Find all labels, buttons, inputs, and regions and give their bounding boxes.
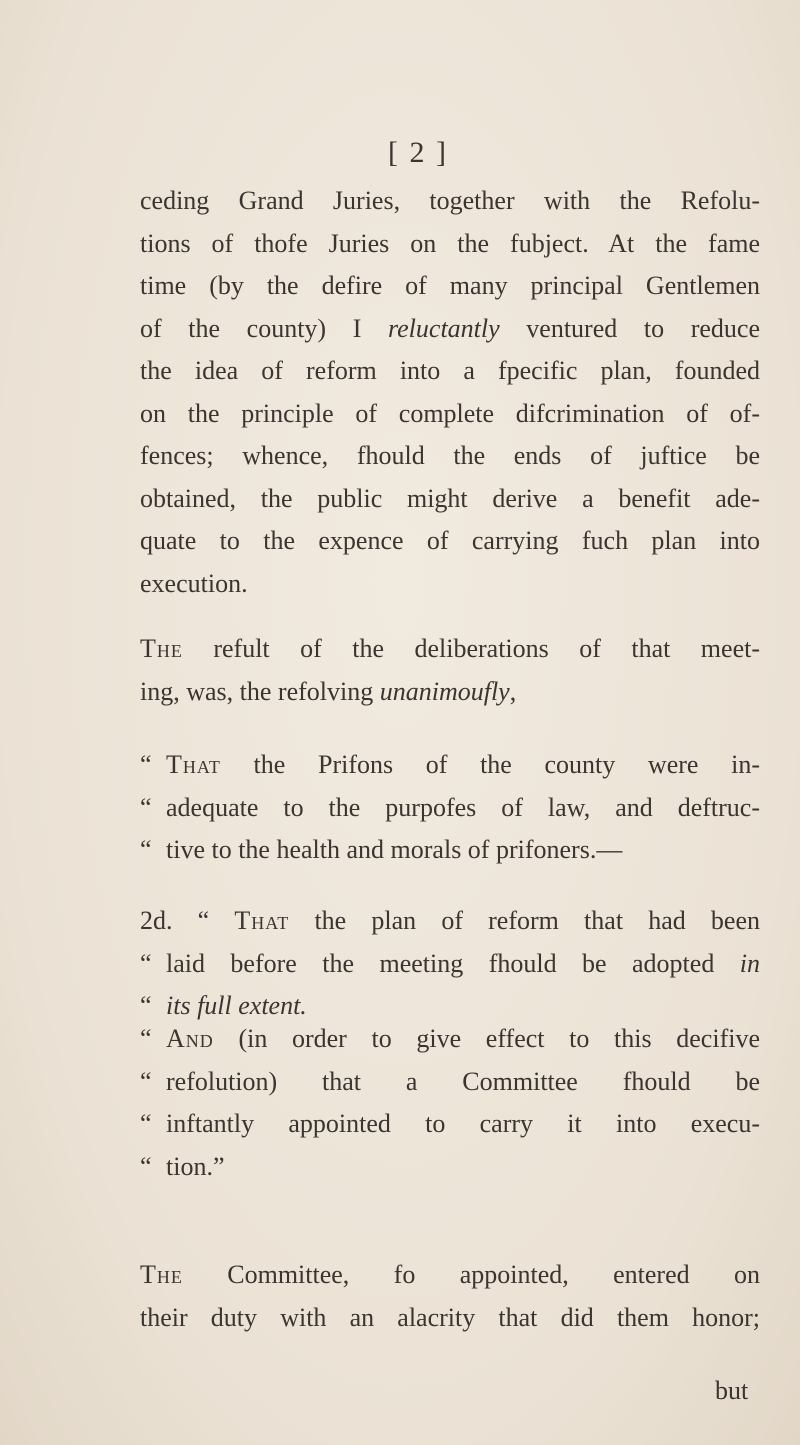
quote-mark: “ — [140, 1024, 152, 1053]
text-line — [140, 1103, 760, 1146]
quote-mark: “ — [140, 1109, 152, 1138]
text-line: the idea of reform into a fpecific plan, founded — [140, 356, 760, 385]
italic-word: in — [739, 948, 760, 978]
text-line: time (by the defire of many principal Gentlemen — [140, 271, 760, 300]
text-line — [140, 308, 760, 351]
text-run: the plan of reform that had been — [289, 906, 761, 935]
quote-mark: “ — [140, 792, 152, 822]
paragraph-5 — [140, 1018, 760, 1188]
small-caps-word: That — [234, 906, 290, 935]
paragraph-6 — [140, 1254, 760, 1339]
text-line — [140, 1018, 760, 1061]
text-line — [140, 900, 760, 943]
quote-mark: “ — [140, 1151, 152, 1181]
text-run: adequate to the purpofes of law, and deftruc- — [166, 792, 760, 822]
text-run: tion.” — [166, 1151, 225, 1181]
text-line: on the principle of complete difcrimination of of- — [140, 398, 760, 428]
text-line: tions of thofe Juries on the fubject. At the fame — [140, 228, 760, 258]
text-line — [140, 744, 760, 787]
text-run: refult of the deliberations of that meet- — [182, 634, 760, 663]
text-line: fences; whence, fhould the ends of juftice be — [140, 441, 760, 470]
italic-word: reluctantly — [387, 313, 500, 343]
text-run: the Prifons of the county were in- — [220, 750, 760, 779]
quote-mark: “ — [140, 948, 152, 978]
text-line — [140, 943, 760, 986]
paragraph-3 — [140, 744, 760, 872]
italic-phrase: its full extent. — [166, 991, 307, 1020]
text-run: Committee, fo appointed, entered on — [182, 1260, 760, 1289]
text-line: obtained, the public might derive a benefit ade- — [140, 483, 760, 513]
text-line — [140, 829, 760, 872]
text-line — [140, 1146, 760, 1189]
small-caps-word: And — [166, 1024, 214, 1053]
quote-mark: “ — [140, 750, 152, 779]
small-caps-word: The — [140, 1260, 183, 1289]
paragraph-4 — [140, 900, 760, 1028]
page-number-header: [ 2 ] — [388, 136, 448, 169]
text-line: their duty with an alacrity that did them honor; — [140, 1302, 760, 1332]
text-run: laid before the meeting fhould be adopted — [166, 948, 740, 978]
text-run: , — [509, 676, 517, 706]
paragraph-2 — [140, 628, 760, 713]
quote-mark: “ — [140, 991, 152, 1020]
paragraph-1 — [140, 180, 760, 605]
text-run: ventured to reduce — [499, 313, 760, 343]
text-line — [140, 1254, 760, 1297]
text-line — [140, 671, 760, 714]
text-run: tive to the health and morals of prifoners.— — [166, 835, 623, 864]
text-run: (in order to give effect to this decifive — [213, 1024, 760, 1053]
small-caps-word: The — [140, 634, 183, 663]
text-line — [140, 1061, 760, 1104]
text-line — [140, 628, 760, 671]
text-run: ing, was, the refolving — [140, 676, 380, 706]
text-run: of the county) I — [140, 313, 388, 343]
quote-mark: “ — [140, 835, 152, 864]
catchword: but — [715, 1376, 749, 1405]
small-caps-word: That — [166, 750, 221, 779]
quote-mark: “ — [140, 1066, 152, 1096]
text-line — [140, 787, 760, 830]
text-line: ceding Grand Juries, together with the Refolu- — [140, 186, 760, 215]
text-run: 2d. “ — [140, 906, 235, 935]
italic-word: unanimoufly — [379, 676, 510, 706]
text-line: execution. — [140, 568, 248, 598]
text-run: refolution) that a Committee fhould be — [166, 1066, 760, 1096]
text-run: inftantly appointed to carry it into execu- — [166, 1109, 760, 1138]
text-line: quate to the expence of carrying fuch plan into — [140, 526, 760, 555]
